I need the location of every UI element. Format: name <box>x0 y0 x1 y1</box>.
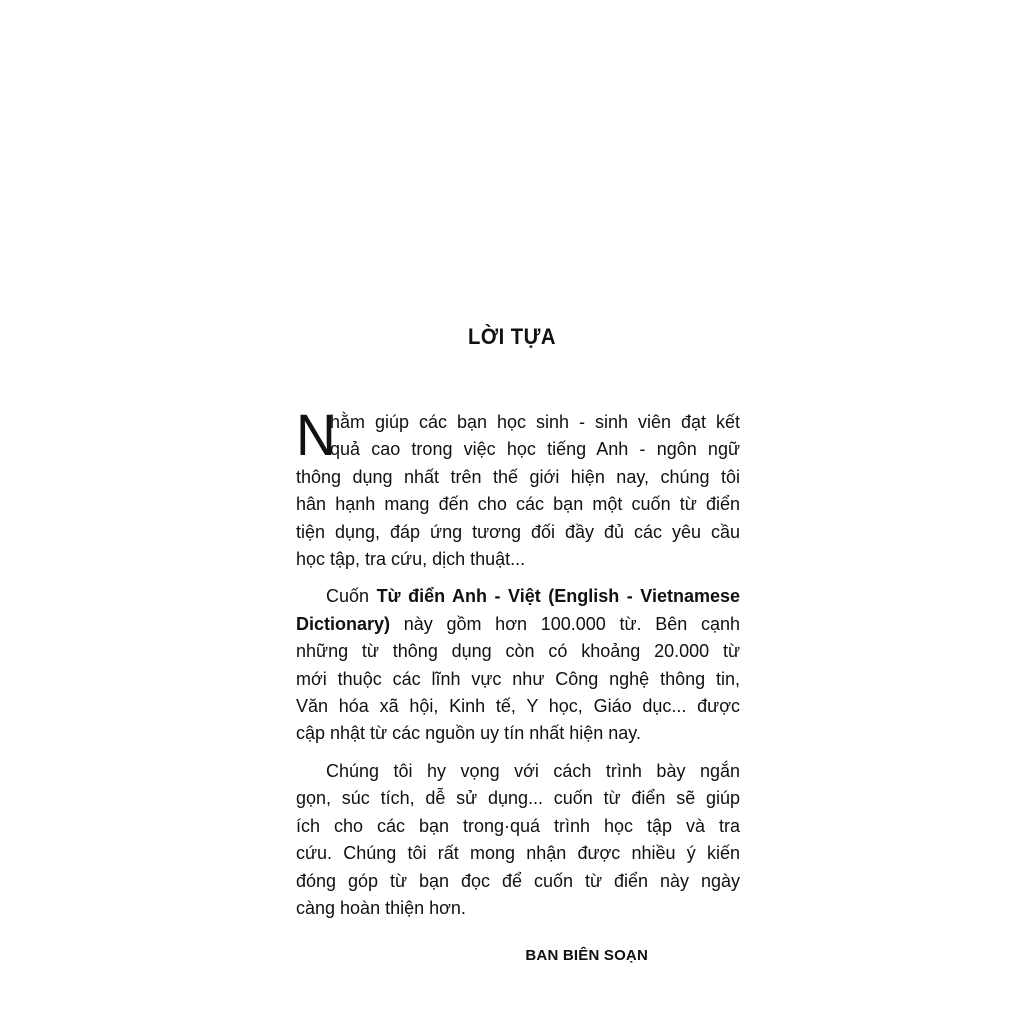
paragraph-3-line: càng hoàn thiện hơn. <box>296 897 466 918</box>
paragraph-3-line: đóng góp từ bạn đọc để cuốn từ điển này ngày <box>296 870 740 891</box>
paragraph-3 <box>296 758 740 922</box>
paragraph-1 <box>296 403 740 573</box>
paragraph-1-line: quả cao trong việc học tiếng Anh - ngôn ngữ <box>330 439 740 460</box>
paragraph-3-line: Chúng tôi hy vọng với cách trình bày ngắn <box>326 760 740 781</box>
paragraph-2-rest: này gồm hơn 100.000 từ. Bên cạnh <box>390 613 740 634</box>
paragraph-3-line: gọn, súc tích, dễ sử dụng... cuốn từ điển sẽ giúp <box>296 788 740 809</box>
paragraph-2 <box>296 583 740 747</box>
paragraph-2-line: những từ thông dụng còn có khoảng 20.000 từ <box>296 641 740 662</box>
signature: BAN BIÊN SOẠN <box>525 947 648 964</box>
paragraph-1-line: hân hạnh mang đến cho các bạn một cuốn từ điển <box>296 494 740 515</box>
paragraph-3-line: cứu. Chúng tôi rất mong nhận được nhiều ý kiến <box>296 843 740 864</box>
paragraph-1-line: tiện dụng, đáp ứng tương đối đầy đủ các yêu cầu <box>296 521 740 542</box>
paragraph-1-line: hằm giúp các bạn học sinh - sinh viên đạt kết <box>330 412 740 432</box>
preface-body <box>296 403 740 922</box>
paragraph-1-line: học tập, tra cứu, dịch thuật... <box>296 549 526 570</box>
paragraph-2-prefix: Cuốn <box>326 586 377 607</box>
dictionary-title-bold: Từ điển Anh - Việt (English - Vietnamese <box>376 586 740 607</box>
paragraph-1-line: thông dụng nhất trên thế giới hiện nay, chúng tôi <box>296 466 740 487</box>
dictionary-title-bold-end: Dictionary) <box>296 613 391 634</box>
paragraph-2-line <box>296 583 740 610</box>
paragraph-2-line: Văn hóa xã hội, Kinh tế, Y học, Giáo dục... được <box>296 696 740 717</box>
paragraph-3-line: ích cho các bạn trong·quá trình học tập và tra <box>296 815 740 836</box>
page-title: LỜI TỰA <box>468 324 556 349</box>
paragraph-2-line: mới thuộc các lĩnh vực như Công nghệ thông tin, <box>296 668 740 689</box>
drop-cap: N <box>296 403 336 468</box>
paragraph-2-line <box>296 611 740 638</box>
paragraph-2-line: cập nhật từ các nguồn uy tín nhất hiện nay. <box>296 723 641 744</box>
